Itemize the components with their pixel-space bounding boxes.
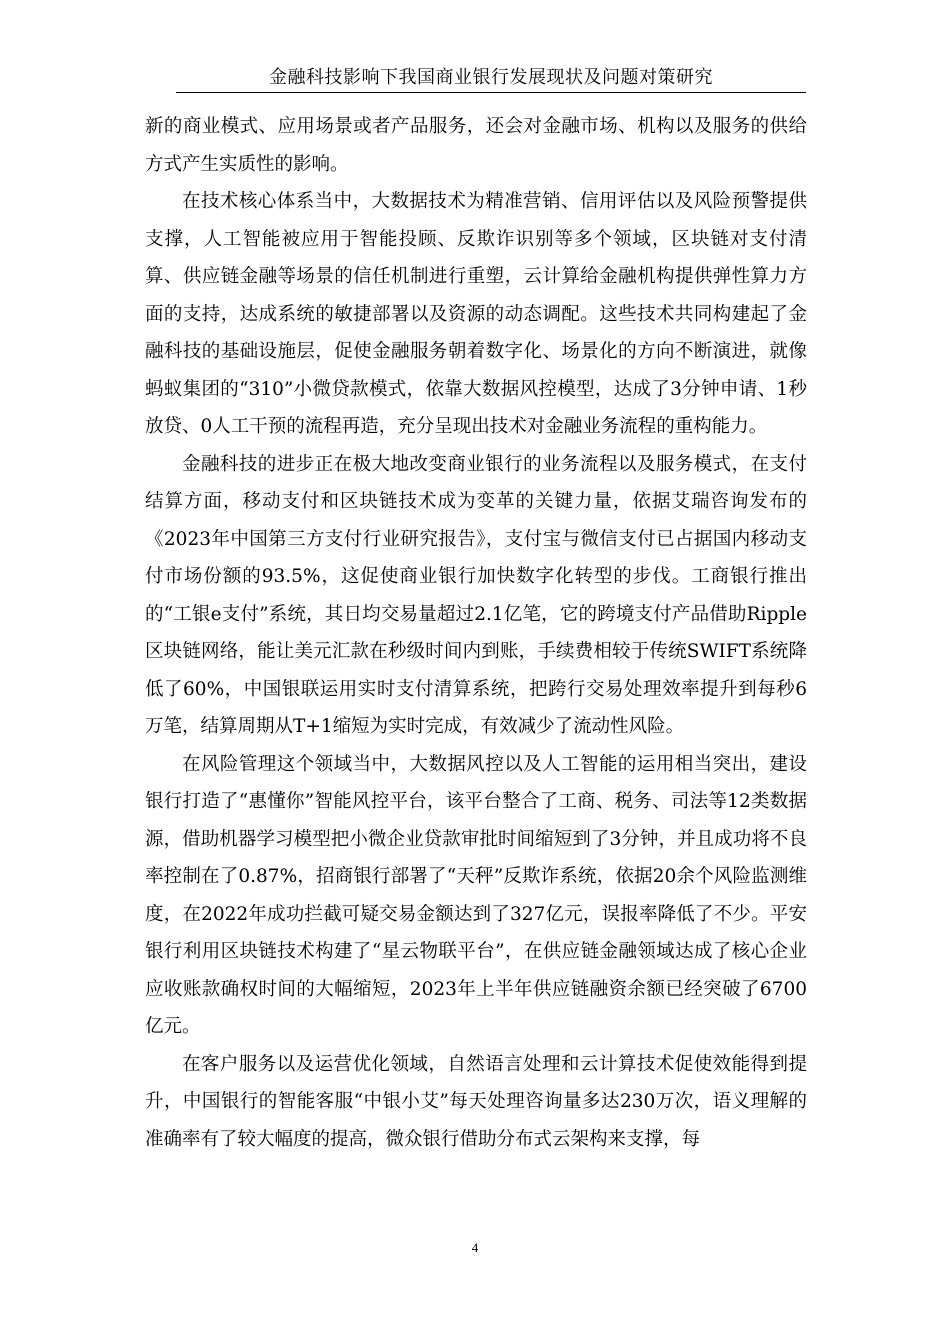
- paragraph-risk-management: 在风险管理这个领域当中，大数据风控以及人工智能的运用相当突出，建设银行打造了“惠懂你”智能风控平台，该平台整合了工商、税务、司法等12类数据源，借助机器学习模型把小微企业贷款审批时间缩短到了3分钟，并且成功将不良率控制在了0.87%，招商银行部署了“天秤”反欺诈系统，依据20余个风险监测维度，在2022年成功拦截可疑交易金额达到了327亿元，误报率降低了不少。平安银行利用区块链技术构建了“星云物联平台”，在供应链金融领域达成了核心企业应收账款确权时间的大幅缩短，2023年上半年供应链融资余额已经突破了6700亿元。: [145, 753, 807, 1037]
- paragraph-technology-core: 在技术核心体系当中，大数据技术为精准营销、信用评估以及风险预警提供支撑，人工智能被应用于智能投顾、反欺诈识别等多个领域，区块链对支付清算、供应链金融等场景的信任机制进行重塑，云计算给金融机构提供弹性算力方面的支持，达成系统的敏捷部署以及资源的动态调配。这些技术共同构建起了金融科技的基础设施层，促使金融服务朝着数字化、场景化的方向不断演进，就像蚂蚁集团的“310”小微贷款模式，依靠大数据风控模型，达成了3分钟申请、1秒放贷、0人工干预的流程再造，充分呈现出技术对金融业务流程的重构能力。: [145, 191, 807, 437]
- page-number: 4: [471, 1240, 479, 1255]
- paragraph-continuation: 新的商业模式、应用场景或者产品服务，还会对金融市场、机构以及服务的供给方式产生实质性的影响。: [145, 116, 807, 175]
- paragraph-payment-settlement: 金融科技的进步正在极大地改变商业银行的业务流程以及服务模式，在支付结算方面，移动支付和区块链技术成为变革的关键力量，依据艾瑞咨询发布的《2023年中国第三方支付行业研究报告》，支付宝与微信支付已占据国内移动支付市场份额的93.5%，这促使商业银行加快数字化转型的步伐。工商银行推出的“工银e支付”系统，其日均交易量超过2.1亿笔，它的跨境支付产品借助Ripple区块链网络，能让美元汇款在秒级时间内到账，手续费相较于传统SWIFT系统降低了60%，中国银联运用实时支付清算系统，把跨行交易处理效率提升到每秒6万笔，结算周期从T+1缩短为实时完成，有效减少了流动性风险。: [145, 453, 807, 737]
- document-body: [145, 108, 807, 1158]
- running-header: 金融科技影响下我国商业银行发展现状及问题对策研究: [176, 64, 806, 93]
- paragraph-customer-service: 在客户服务以及运营优化领域，自然语言处理和云计算技术促使效能得到提升，中国银行的智能客服“中银小艾”每天处理咨询量多达230万次，语义理解的准确率有了较大幅度的提高，微众银行借助分布式云架构来支撑，每: [145, 1053, 807, 1150]
